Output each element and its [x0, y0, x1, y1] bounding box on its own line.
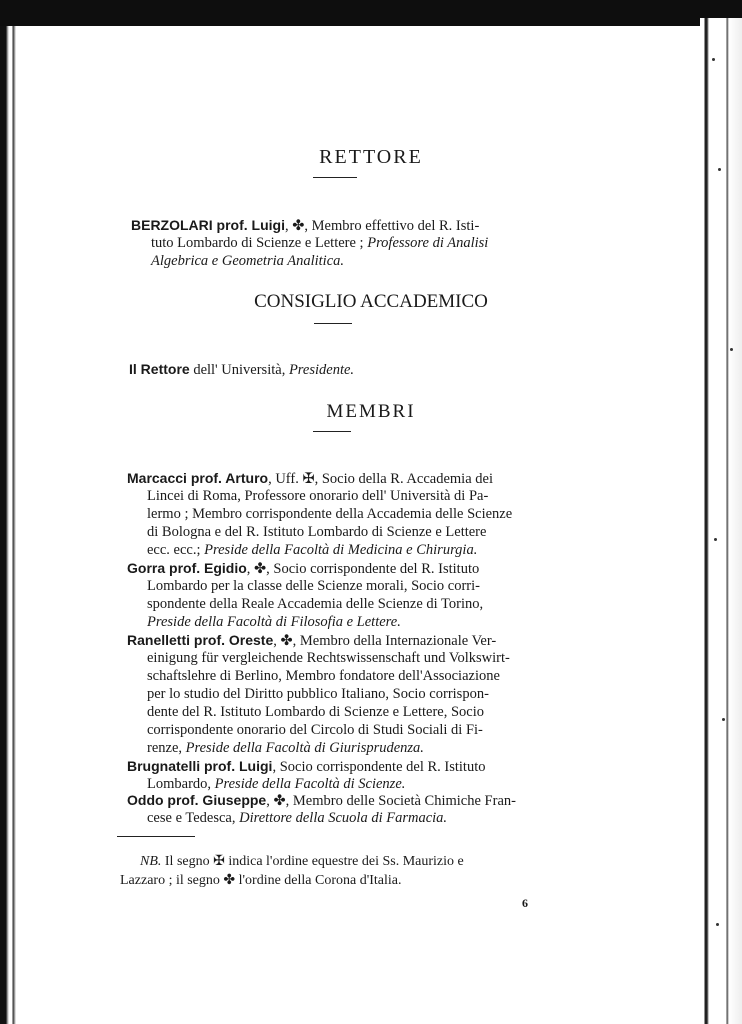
member-line: Lombardo per la classe delle Scienze morali, Socio corri-: [147, 578, 480, 594]
footnote-nb: NB.: [140, 854, 162, 869]
member-role: Preside della Facoltà di Scienze.: [214, 776, 406, 792]
member-line: , ✤, Socio corrispondente del R. Istituto: [246, 561, 480, 577]
rettore-line-1: , ✤, Membro effettivo del R. Isti-: [284, 218, 480, 234]
member-line: einigung für vergleichende Rechtswissenschaft und Volkswirt-: [147, 650, 510, 666]
rettore-line-2: tuto Lombardo di Scienze e Lettere ;: [151, 235, 368, 251]
member-line: , ✤, Membro delle Società Chimiche Fran-: [266, 793, 516, 809]
member-line: renze,: [147, 740, 186, 756]
president-label: Il Rettore: [129, 361, 190, 377]
member-name: Ranelletti prof. Oreste: [127, 632, 274, 648]
president-text: dell' Università,: [189, 362, 289, 378]
member-line: lermo ; Membro corrispondente della Accademia delle Scienze: [147, 506, 513, 522]
rettore-heading: RETTORE: [319, 146, 423, 168]
rettore-name: BERZOLARI prof. Luigi: [131, 217, 285, 233]
member-role: Direttore della Scuola di Farmacia.: [239, 810, 448, 826]
rettore-role-b: Algebrica e Geometria Analitica.: [151, 253, 345, 269]
footnote-rule: [117, 836, 195, 837]
member-entry: [127, 559, 537, 631]
member-line: , Uff. ✠, Socio della R. Accademia dei: [268, 471, 493, 487]
member-line: di Bologna e del R. Istituto Lombardo di Scienze e Lettere: [147, 524, 487, 540]
member-entry: [127, 757, 537, 793]
consiglio-rule: [314, 323, 352, 324]
president-role: Presidente.: [288, 362, 355, 378]
member-line: ecc. ecc.;: [147, 542, 205, 558]
member-line: schaftslehre di Berlino, Membro fondatore dell'Associazione: [147, 668, 500, 684]
consiglio-president: [129, 360, 539, 378]
member-name: Oddo prof. Giuseppe: [127, 792, 267, 808]
member-line: per lo studio del Diritto pubblico Italiano, Socio corrispon-: [147, 686, 489, 702]
member-role: Preside della Facoltà di Medicina e Chirurgia.: [204, 542, 478, 558]
footnote-line-1: Il segno ✠ indica l'ordine equestre dei Ss. Maurizio e: [161, 854, 464, 869]
rettore-rule: [313, 177, 357, 178]
scan-left-edge: [0, 26, 22, 1024]
member-line: cese e Tedesca,: [147, 810, 240, 826]
footnote: [120, 852, 538, 890]
member-line: corrispondente onorario del Circolo di Studi Sociali di Fi-: [147, 722, 483, 738]
footnote-line-2: Lazzaro ; il segno ✤ l'ordine della Corona d'Italia.: [120, 873, 402, 888]
member-entry: [127, 469, 537, 559]
member-line: dente del R. Istituto Lombardo di Scienze e Lettere, Socio: [147, 704, 485, 720]
scan-top-border: [0, 0, 742, 26]
membri-rule: [313, 431, 351, 432]
member-entry: [127, 791, 537, 827]
member-line: , Socio corrispondente del R. Istituto: [272, 759, 486, 775]
member-role: Preside della Facoltà di Giurisprudenza.: [185, 740, 424, 756]
page-number: 6: [522, 896, 528, 910]
member-role: Preside della Facoltà di Filosofia e Lettere.: [147, 614, 401, 630]
member-line: spondente della Reale Accademia delle Scienze di Torino,: [147, 596, 484, 612]
member-entry: [127, 631, 537, 757]
member-line: Lombardo,: [147, 776, 215, 792]
member-name: Brugnatelli prof. Luigi: [127, 758, 273, 774]
member-name: Gorra prof. Egidio: [127, 560, 247, 576]
membri-heading: MEMBRI: [326, 401, 416, 422]
member-line: , ✤, Membro della Internazionale Ver-: [273, 633, 497, 649]
rettore-entry: [131, 216, 541, 270]
rettore-role-a: Professore di Analisi: [367, 235, 489, 251]
member-line: Lincei di Roma, Professore onorario dell' Università di Pa-: [147, 488, 489, 504]
member-name: Marcacci prof. Arturo: [127, 470, 269, 486]
consiglio-heading: CONSIGLIO ACCADEMICO: [254, 291, 488, 312]
